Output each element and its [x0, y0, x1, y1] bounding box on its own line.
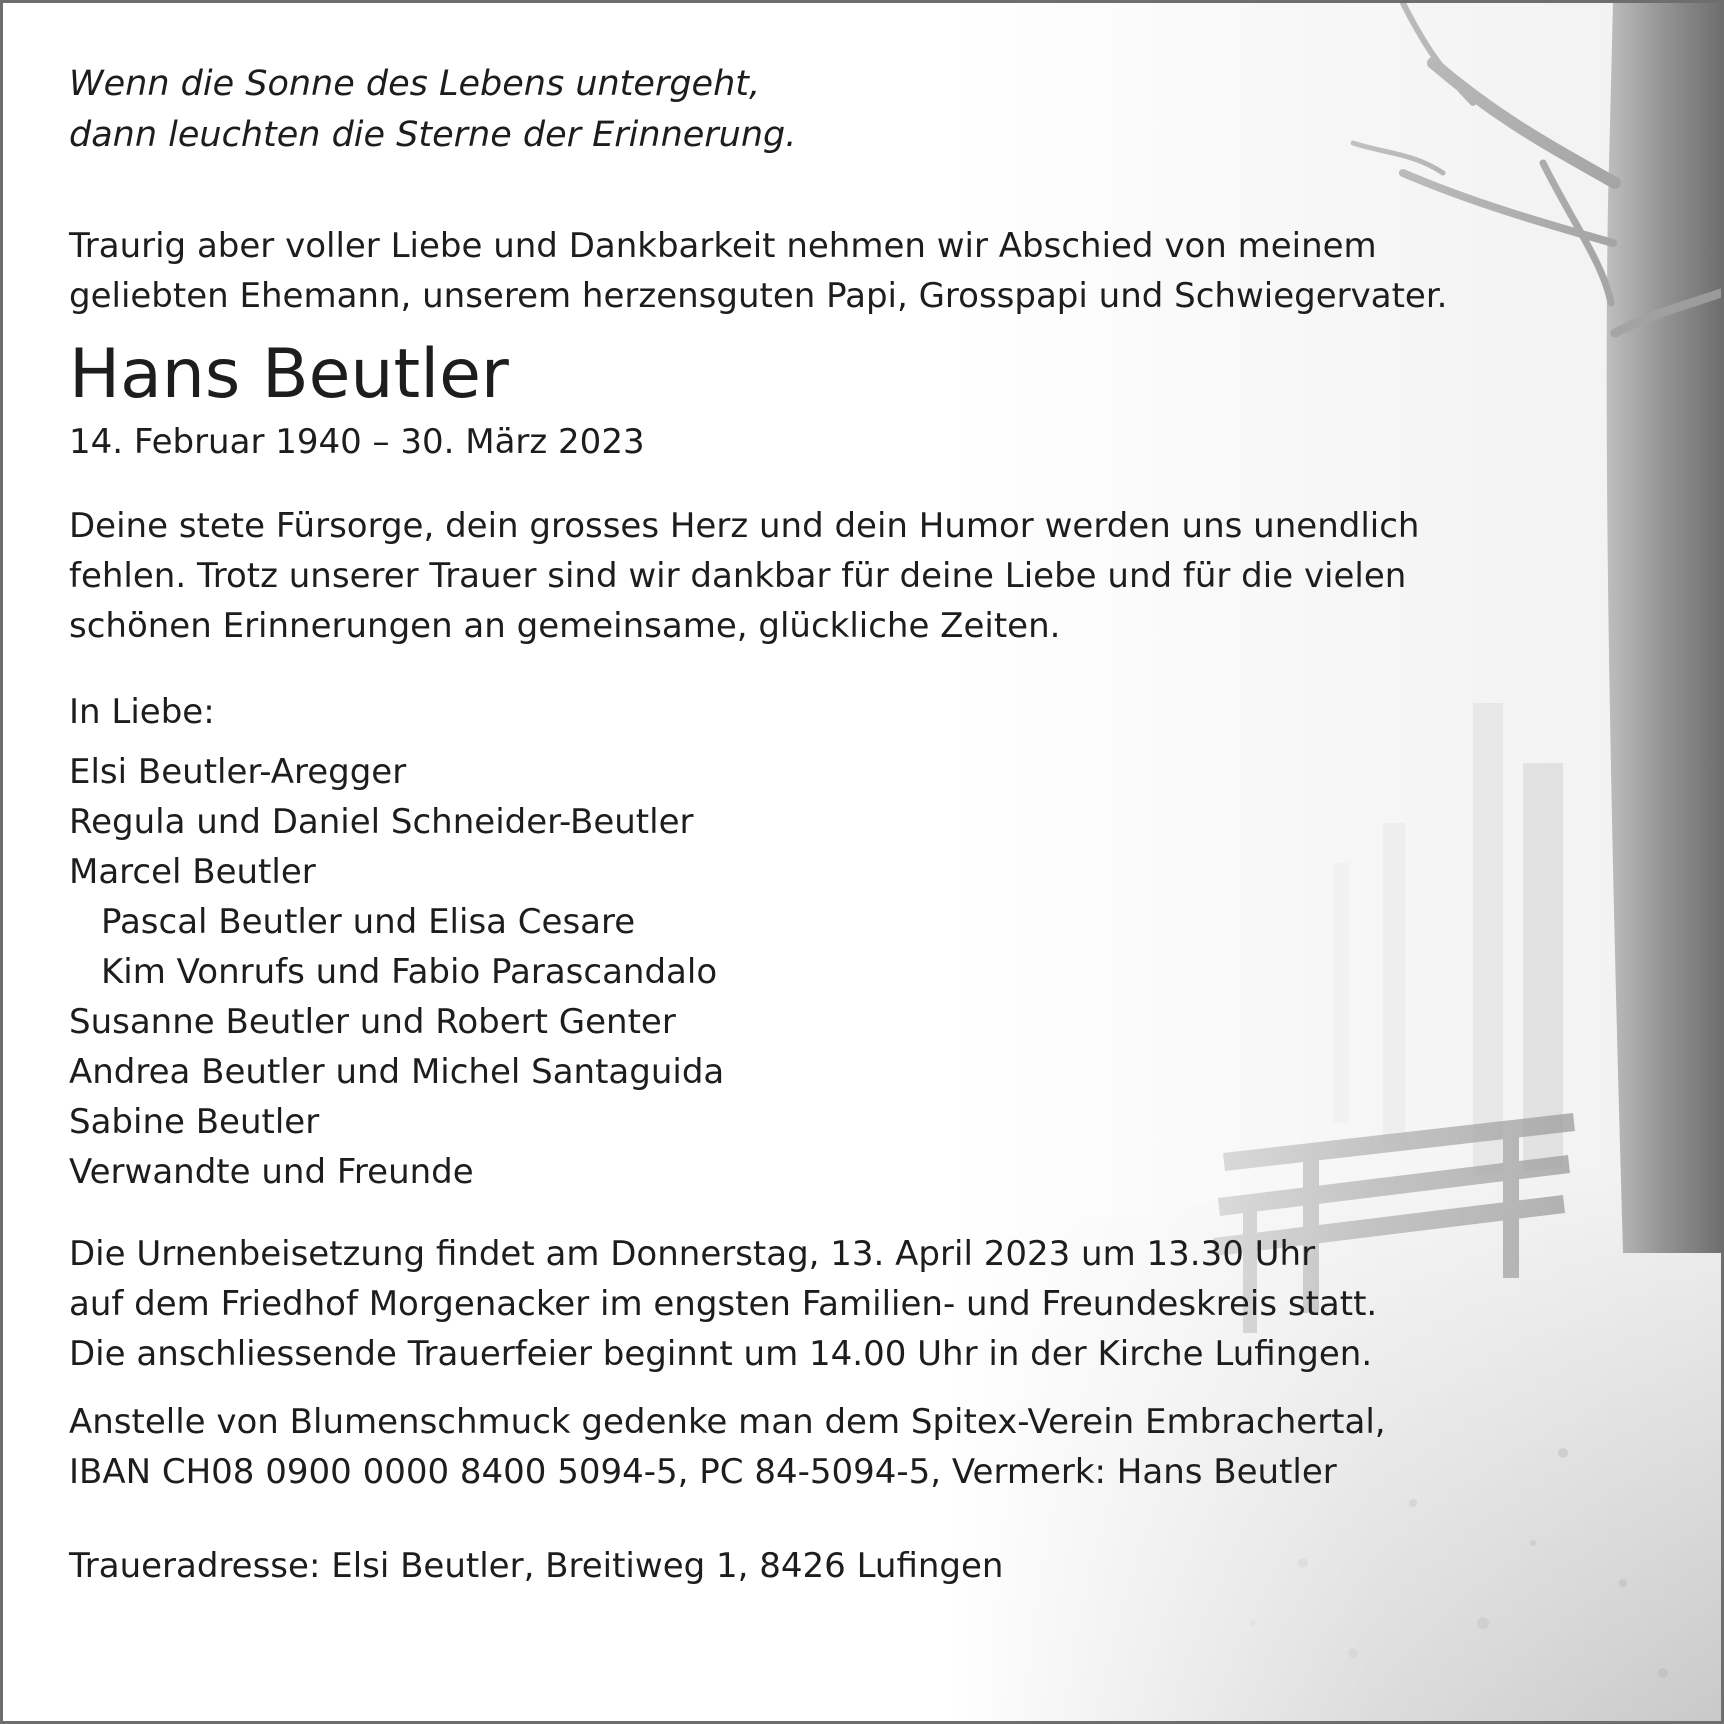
list-item: Pascal Beutler und Elisa Cesare — [101, 902, 636, 942]
list-item: Regula und Daniel Schneider-Beutler — [69, 802, 694, 842]
list-item: Elsi Beutler-Aregger — [69, 752, 407, 792]
obituary-text — [69, 59, 1469, 1591]
ceremony-paragraph: Die Urnenbeisetzung findet am Donnerstag, 13. April 2023 um 13.30 Uhr auf dem Friedhof Morgenacker im engsten Familien- und Freundeskreis statt. Die anschliessende Trauerfeier beginnt um 14.00 Uhr in der Kirche Lufingen. — [69, 1234, 1378, 1374]
list-item: Verwandte und Freunde — [69, 1152, 474, 1192]
mourners-list — [69, 747, 1469, 1197]
mourners-heading: In Liebe: — [69, 692, 215, 732]
list-item: Susanne Beutler und Robert Genter — [69, 1002, 676, 1042]
list-item: Marcel Beutler — [69, 852, 316, 892]
tribute-paragraph: Deine stete Fürsorge, dein grosses Herz und dein Humor werden uns unendlich fehlen. Trotz unserer Trauer sind wir dankbar für deine Liebe und für die vielen schönen Erinnerungen an gemeinsame, glückliche Zeiten. — [69, 506, 1420, 646]
motto-quote: Wenn die Sonne des Lebens untergeht, dann leuchten die Sterne der Erinnerung. — [69, 64, 797, 155]
intro-paragraph: Traurig aber voller Liebe und Dankbarkeit nehmen wir Abschied von meinem geliebten Ehemann, unserem herzensguten Papi, Grosspapi und Schwiegervater. — [69, 226, 1448, 316]
list-item: Kim Vonrufs und Fabio Parascandalo — [101, 952, 718, 992]
donation-paragraph: Anstelle von Blumenschmuck gedenke man dem Spitex-Verein Embrachertal, IBAN CH08 0900 0000 8400 5094-5, PC 84-5094-5, Vermerk: Hans Beutler — [69, 1402, 1386, 1492]
mourning-address: Traueradresse: Elsi Beutler, Breitiweg 1, 8426 Lufingen — [69, 1546, 1004, 1586]
list-item: Andrea Beutler und Michel Santaguida — [69, 1052, 725, 1092]
list-item: Sabine Beutler — [69, 1102, 320, 1142]
life-dates: 14. Februar 1940 – 30. März 2023 — [69, 422, 645, 462]
deceased-name: Hans Beutler — [69, 335, 509, 414]
